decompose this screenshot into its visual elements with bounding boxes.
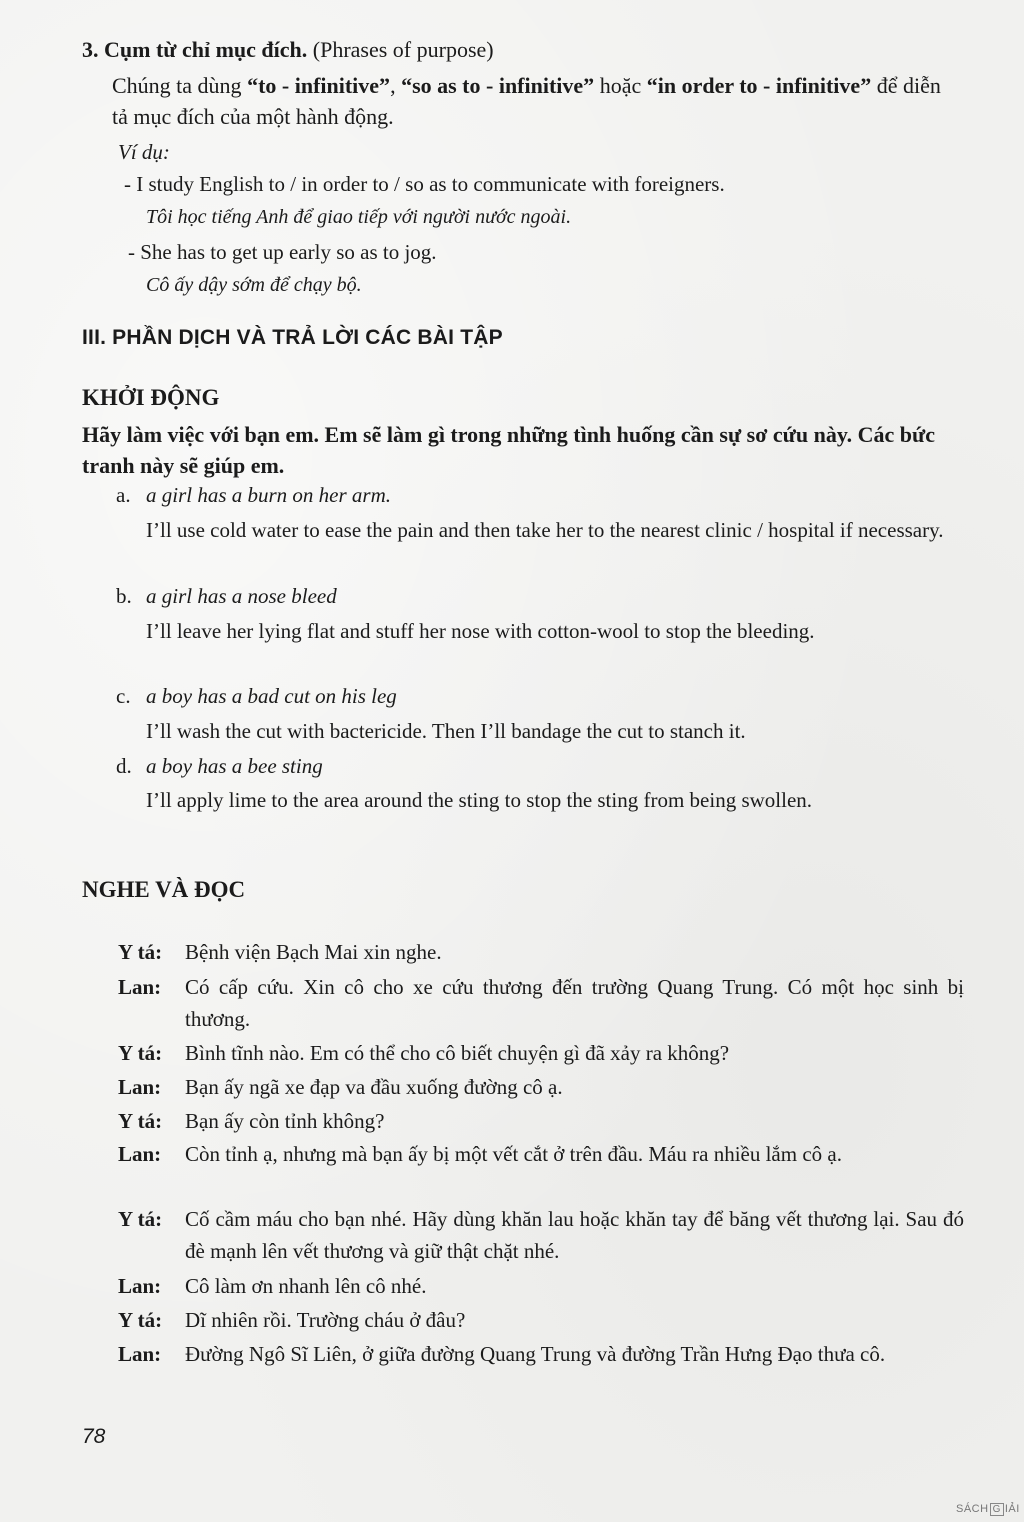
dialogue-speaker: Lan: [118,1142,162,1166]
dialogue-line [118,1071,964,1103]
dialogue-speaker: Y tá: [118,1207,163,1231]
item-situation: a girl has a burn on her arm. [146,483,392,507]
dialogue-text: Bạn ấy còn tỉnh không? [185,1109,385,1133]
dialogue-text: Dĩ nhiên rồi. Trường cháu ở đâu? [185,1308,466,1332]
dialogue-line [118,1270,964,1302]
item-label: c. [116,684,131,708]
section-iii-heading: III. PHẦN DỊCH VÀ TRẢ LỜI CÁC BÀI TẬP [82,326,503,349]
item-answer: I’ll apply lime to the area around the sting to stop the sting from being swollen. [146,788,813,812]
page-number: 78 [82,1425,106,1448]
section-3-subtitle: (Phrases of purpose) [312,37,494,62]
dialogue-line [118,1105,964,1137]
item-situation: a boy has a bee sting [146,754,323,778]
section-3-heading [82,37,494,63]
dialogue-text: Bệnh viện Bạch Mai xin nghe. [185,940,442,964]
watermark-text: SÁCH [956,1503,989,1515]
intro-bold-1: “to - infinitive” [247,73,391,98]
dialogue-line [118,936,964,968]
dialogue-speaker: Lan: [118,1342,162,1366]
dialogue-speaker: Lan: [118,1075,162,1099]
item-situation: a boy has a bad cut on his leg [146,684,397,708]
intro-text-end: để diễn tả mục đích của một hành động. [112,73,941,129]
dialogue-speaker: Y tá: [118,940,163,964]
intro-bold-3: “in order to - infinitive” [646,73,872,98]
item-situation: a girl has a nose bleed [146,584,337,608]
nghe-doc-heading: NGHE VÀ ĐỌC [82,877,246,902]
dialogue-text: Cô làm ơn nhanh lên cô nhé. [185,1274,427,1298]
dialogue-line [118,1338,964,1370]
item-label: d. [116,754,132,778]
intro-bold-2: “so as to - infinitive” [401,73,595,98]
example-english: - She has to get up early so as to jog. [128,240,437,264]
dialogue-text: Bạn ấy ngã xe đạp va đầu xuống đường cô ạ. [185,1075,563,1099]
intro-sep-1: , [390,73,402,98]
dialogue-line [118,1304,964,1336]
dialogue-text: Có cấp cứu. Xin cô cho xe cứu thương đến trường Quang Trung. Có một học sinh bị thương. [185,975,964,1031]
dialogue-speaker: Y tá: [118,1041,163,1065]
item-answer: I’ll leave her lying flat and stuff her nose with cotton-wool to stop the bleeding. [146,619,815,643]
intro-text: Chúng ta dùng [112,73,248,98]
khoi-dong-heading: KHỞI ĐỘNG [82,385,220,410]
watermark [956,1503,1020,1516]
example-english: - I study English to / in order to / so as to communicate with foreigners. [124,172,725,196]
dialogue-text: Đường Ngô Sĩ Liên, ở giữa đường Quang Trung và đường Trần Hưng Đạo thưa cô. [185,1342,886,1366]
intro-sep-2: hoặc [594,73,647,98]
section-3-number: 3. [82,37,99,62]
dialogue-text: Còn tỉnh ạ, nhưng mà bạn ấy bị một vết cắt ở trên đầu. Máu ra nhiều lắm cô ạ. [185,1142,842,1166]
example-vietnamese: Tôi học tiếng Anh để giao tiếp với người nước ngoài. [146,206,572,228]
dialogue-line [118,1037,964,1069]
watermark-box: G [990,1503,1004,1516]
dialogue-line [118,1138,964,1170]
dialogue-speaker: Y tá: [118,1109,163,1133]
item-answer: I’ll use cold water to ease the pain and then take her to the nearest clinic / hospital if necessary. [146,518,944,542]
item-answer: I’ll wash the cut with bactericide. Then I’ll bandage the cut to stanch it. [146,719,746,743]
dialogue-speaker: Y tá: [118,1308,163,1332]
khoi-dong-instruction: Hãy làm việc với bạn em. Em sẽ làm gì trong những tình huống cần sự sơ cứu này. Các bức tranh này sẽ giúp em. [82,422,935,478]
dialogue-speaker: Lan: [118,1274,162,1298]
item-label: a. [116,483,131,507]
section-3-title: Cụm từ chỉ mục đích. [104,37,308,62]
dialogue-speaker: Lan: [118,975,162,999]
example-label: Ví dụ: [118,140,170,164]
dialogue-text: Cố cầm máu cho bạn nhé. Hãy dùng khăn lau hoặc khăn tay để băng vết thương lại. Sau đó đè mạnh lên vết thương và giữ thật chặt nhé. [185,1207,964,1263]
watermark-text: IẢI [1004,1503,1020,1515]
item-label: b. [116,584,132,608]
section-3-intro [112,70,962,132]
dialogue-line [118,1203,964,1267]
dialogue-line [118,971,964,1035]
dialogue-text: Bình tĩnh nào. Em có thể cho cô biết chuyện gì đã xảy ra không? [185,1041,730,1065]
example-vietnamese: Cô ấy dậy sớm để chạy bộ. [146,274,362,296]
